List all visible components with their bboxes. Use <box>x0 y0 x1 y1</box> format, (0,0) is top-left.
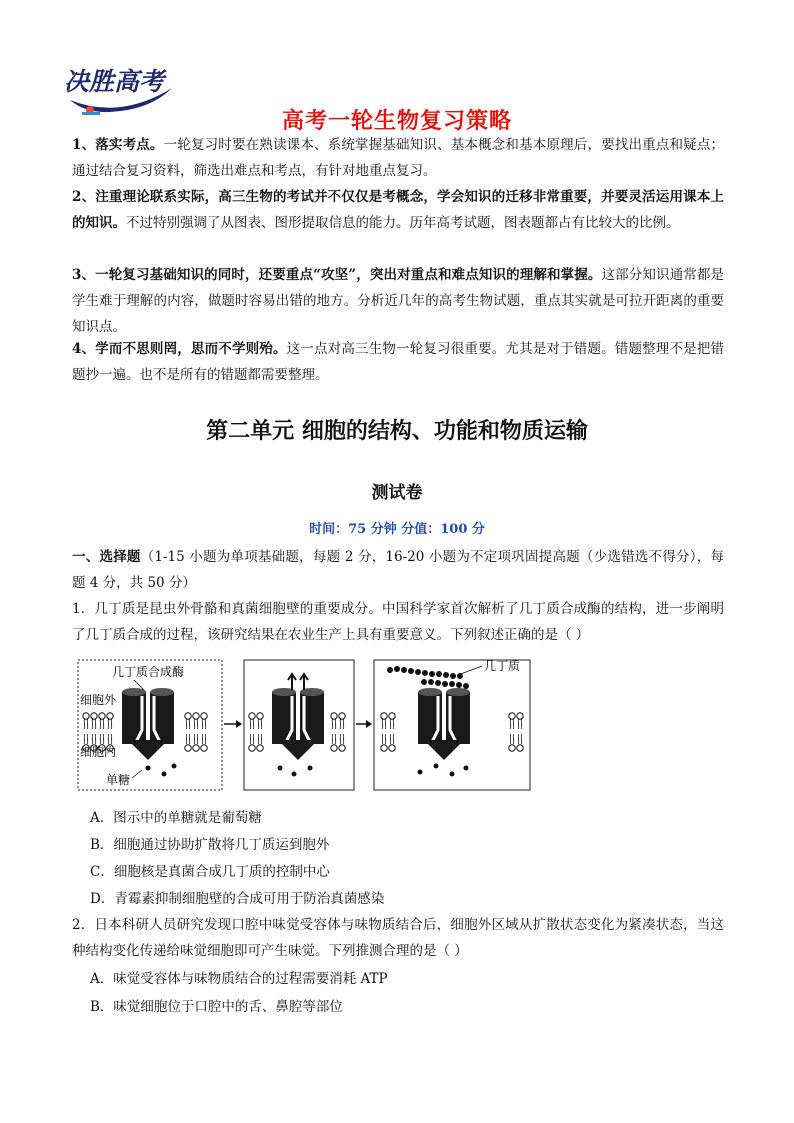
label-monosaccharide: 单糖 <box>106 773 131 787</box>
q1-option-d: D．青霉素抑制细胞壁的合成可用于防治真菌感染 <box>90 891 385 907</box>
q2-option-b: B．味觉细胞位于口腔中的舌、鼻腔等部位 <box>90 999 343 1015</box>
q1-option-b: B．细胞通过协助扩散将几丁质运到胞外 <box>90 837 330 853</box>
question-2-stem: 2．日本科研人员研究发现口腔中味觉受容体与味物质结合后，细胞外区域从扩散状态变化为紧凑状态，当这种结构变化传递给味觉细胞即可产生味觉。下列推测合理的是（ ） <box>72 917 724 959</box>
strategy-item-2-bold: 2、注重理论联系实际，高三生物的考试并不仅仅是考概念，学会知识的迁移非常重要，并要灵活运用课本上的知识。 <box>72 189 724 231</box>
label-chitin: 几丁质 <box>484 659 521 673</box>
strategy-item-4-text: 这一点对高三生物一轮复习很重要。尤其是对于错题。错题整理不是把错题抄一遍。也不是所有的错题都需要整理。 <box>72 341 724 383</box>
section-heading: 一、选择题 <box>72 549 141 565</box>
logo-text: 决胜高考 <box>64 67 165 96</box>
q1-option-c: C．细胞核是真菌合成几丁质的控制中心 <box>90 864 330 880</box>
strategy-item-3 <box>72 262 724 340</box>
test-title: 测试卷 <box>371 483 423 503</box>
strategy-item-4-bold: 4、学而不思则罔，思而不学则殆。 <box>72 341 287 357</box>
strategy-item-1 <box>72 132 724 184</box>
strategy-item-2-text: 不过特别强调了从图表、图形提取信息的能力。历年高考试题，图表题都占有比较大的比例。 <box>126 215 680 231</box>
section-instructions <box>72 544 724 596</box>
question-1-stem: 1．几丁质是昆虫外骨骼和真菌细胞壁的重要成分。中国科学家首次解析了几丁质合成酶的结构，进一步阐明了几丁质合成的过程，该研究结果在农业生产上具有重要意义。下列叙述正确的是（ ） <box>72 601 724 643</box>
label-outside: 细胞外 <box>80 693 117 707</box>
strategy-item-1-text: 一轮复习时要在熟读课本、系统掌握基础知识、基本概念和基本原理后，要找出重点和疑点；通过结合复习资料，筛选出难点和考点，有针对地重点复习。 <box>72 137 724 179</box>
label-enzyme: 几丁质合成酶 <box>112 665 185 679</box>
section-desc: （1-15 小题为单项基础题，每题 2 分，16-20 小题为不定项巩固提高题（少选错选不得分），每题 4 分，共 50 分） <box>72 549 725 591</box>
q2-option-a: A．味觉受容体与味物质结合的过程需要消耗 ATP <box>90 971 388 987</box>
unit-title: 第二单元 细胞的结构、功能和物质运输 <box>206 419 588 444</box>
chitin-synthase-diagram <box>74 656 534 796</box>
strategy-item-3-text: 这部分知识通常都是学生难于理解的内容，做题时容易出错的地方。分析近几年的高考生物试题，重点其实就是可拉开距离的重要知识点。 <box>72 267 724 335</box>
strategy-item-4 <box>72 336 724 388</box>
strategy-item-2 <box>72 184 724 236</box>
time-score-info: 时间：75 分钟 分值：100 分 <box>309 522 485 537</box>
q1-option-a: A．图示中的单糖就是葡萄糖 <box>90 810 262 826</box>
strategy-item-1-bold: 1、落实考点。 <box>72 137 164 153</box>
strategy-item-3-bold: 3、一轮复习基础知识的同时，还要重点“攻坚”，突出对重点和难点知识的理解和掌握。 <box>72 267 602 283</box>
page-title: 高考一轮生物复习策略 <box>281 109 512 134</box>
label-inside: 细胞内 <box>80 745 117 759</box>
